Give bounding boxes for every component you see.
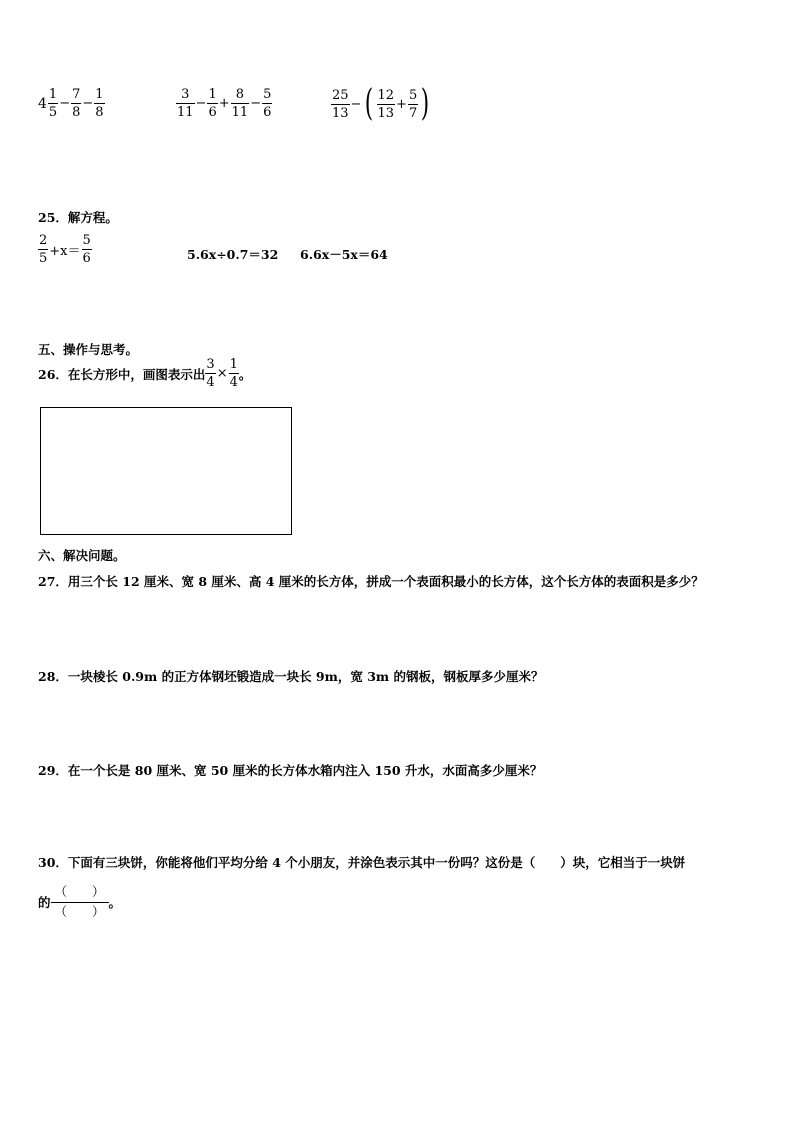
fraction: $\frac{1}{8}$ xyxy=(95,87,104,120)
equation-middle: +x＝ xyxy=(49,244,81,259)
question-29: 29．在一个长是 80 厘米、宽 50 厘米的长方体水箱内注入 150 升水，水面高多少厘米？ xyxy=(38,763,543,778)
minus-sign: − xyxy=(350,96,362,112)
drawing-rectangle[interactable] xyxy=(40,407,292,535)
minus-sign: − xyxy=(195,96,207,111)
equation-2: 5.6x÷0.7＝32 xyxy=(187,247,279,262)
question-26 xyxy=(38,358,251,389)
question-25-label: 25．解方程。 xyxy=(38,210,118,225)
equation-3: 6.6x－5x＝64 xyxy=(300,247,388,262)
expression-1 xyxy=(38,88,105,119)
fraction: 5 6 xyxy=(82,233,91,266)
fraction: 1 5 xyxy=(48,87,58,120)
minus-sign: − xyxy=(82,96,94,111)
plus-sign: + xyxy=(396,96,407,112)
question-26-suffix: 。 xyxy=(238,366,252,382)
left-paren: ( xyxy=(365,83,374,124)
whole-number: 4 xyxy=(38,95,47,112)
question-26-prefix: 26．在长方形中，画图表示出 xyxy=(38,366,206,382)
times-sign: × xyxy=(216,366,228,381)
question-28: 28．一块棱长 0.9m 的正方体钢坯锻造成一块长 9m，宽 3m 的钢板，钢板厚多少厘米？ xyxy=(38,669,544,684)
question-27: 27．用三个长 12 厘米、宽 8 厘米、高 4 厘米的长方体，拼成一个表面积最小的长方体，这个长方体的表面积是多少？ xyxy=(38,574,704,589)
fraction: 3 11 xyxy=(177,87,194,120)
fraction: 12 13 xyxy=(377,87,395,121)
fraction: $\frac{1}{4}$ xyxy=(229,357,238,390)
question-30-suffix: 。 xyxy=(108,895,122,910)
question-30-line-1: 30．下面有三块饼，你能将他们平均分给 4 个小朋友，并涂色表示其中一份吗？这份是（ ）块，它相当于一块饼 xyxy=(38,855,686,870)
plus-sign: + xyxy=(218,96,230,111)
section-6-heading: 六、解决问题。 xyxy=(38,548,126,563)
fraction: $\frac{7}{8}$ xyxy=(72,87,81,120)
right-paren: ) xyxy=(421,83,430,124)
question-30-prefix: 的 xyxy=(38,895,51,910)
fraction: 2 5 xyxy=(39,233,48,266)
fraction: $\frac{5}{7}$ xyxy=(408,87,418,121)
section-5-heading: 五、操作与思考。 xyxy=(38,342,139,357)
fraction: $\frac{3}{4}$ xyxy=(206,357,215,390)
fraction: $\frac{8}{11}$ xyxy=(231,87,249,120)
expression-3 xyxy=(331,83,432,124)
fraction: 25 13 xyxy=(332,87,349,121)
minus-sign: − xyxy=(59,96,71,111)
expression-2 xyxy=(176,88,272,119)
fraction: $\frac{1}{6}$ xyxy=(208,87,217,120)
minus-sign: − xyxy=(250,96,262,111)
answer-blank-fraction[interactable]: （ ） （ ） xyxy=(51,886,109,918)
equation-1 xyxy=(38,234,92,265)
fraction: $\frac{5}{6}$ xyxy=(263,87,272,120)
question-30-line-2 xyxy=(38,886,121,918)
